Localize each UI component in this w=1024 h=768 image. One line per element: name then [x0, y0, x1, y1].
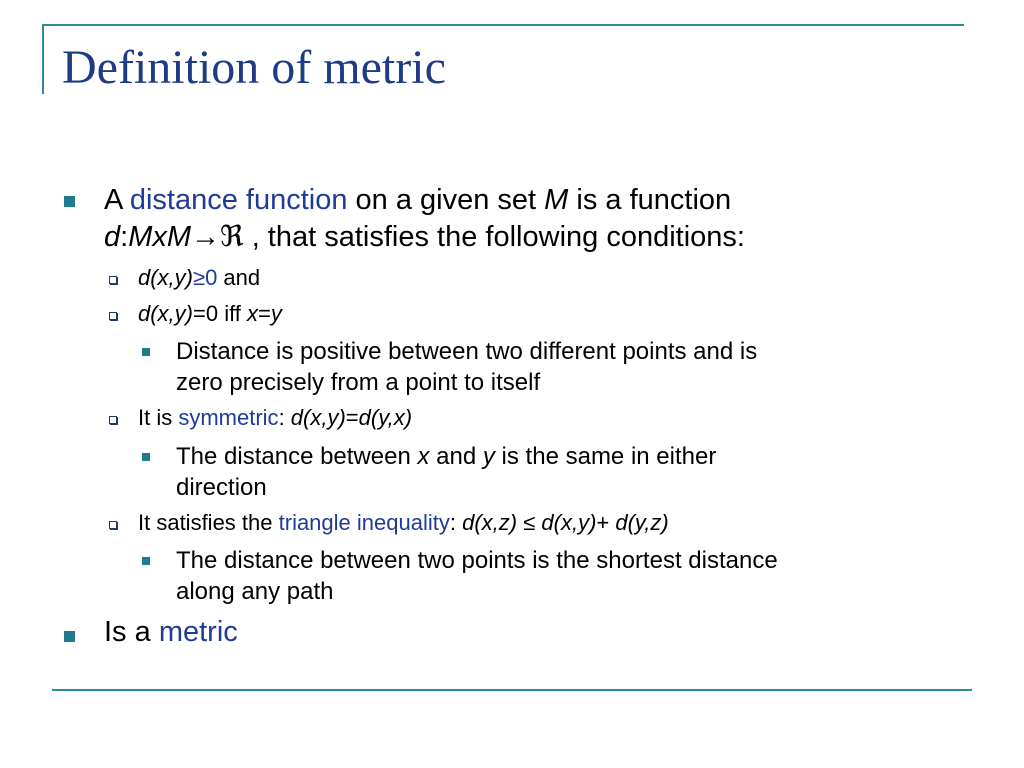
term-distance-function: distance function: [129, 184, 348, 216]
text: d(x,z): [462, 510, 518, 535]
text: is a function: [568, 184, 732, 216]
condition-symmetric: [138, 404, 412, 431]
text: It is: [138, 405, 179, 430]
text: :: [120, 221, 129, 253]
frame-top-line: [42, 24, 964, 26]
condition-triangle-inequality: [138, 509, 669, 536]
text: along any path: [176, 578, 334, 605]
frame-bottom-line: [52, 689, 972, 691]
bullet-square-icon: [64, 631, 75, 642]
text: d(x,y): [138, 301, 193, 326]
text: Is a: [104, 616, 159, 648]
function-symbol: d: [104, 221, 121, 253]
text: is the same in either: [494, 443, 717, 470]
text: direction: [176, 474, 267, 501]
term-symmetric: symmetric: [178, 405, 279, 430]
text: +: [596, 510, 616, 535]
bullet-square-icon: [142, 453, 150, 461]
text: =: [258, 301, 271, 326]
text: d(x,y): [138, 265, 193, 290]
text: =: [345, 405, 359, 430]
hollow-square-icon: [109, 276, 117, 284]
arrow-icon: →: [191, 221, 221, 253]
bullet-square-icon: [64, 196, 75, 207]
condition-identity: [138, 300, 282, 327]
condition-nonnegative: [138, 264, 260, 291]
text: zero precisely from a point to itself: [176, 369, 541, 396]
text: d(y,z): [615, 510, 669, 535]
text: Distance is positive between two different points and is: [176, 338, 758, 365]
text: and: [429, 443, 483, 470]
set-symbol: M: [544, 184, 569, 216]
bullet-square-icon: [142, 348, 150, 356]
hollow-square-icon: [109, 521, 117, 529]
text: d(x,y): [541, 510, 597, 535]
frame-left-line: [42, 24, 44, 94]
text: The distance between: [176, 443, 418, 470]
bullet-square-icon: [142, 557, 150, 565]
text: x: [247, 301, 259, 326]
reals-symbol: ℜ: [220, 219, 244, 253]
text: =0 iff: [193, 301, 248, 326]
text-line: [176, 441, 716, 472]
text: d(x,y): [290, 405, 346, 430]
text: It satisfies the: [138, 510, 279, 535]
text: x: [417, 443, 430, 470]
hollow-square-icon: [109, 416, 117, 424]
condition-triangle-explanation: [176, 545, 778, 607]
text: The distance between two points is the shortest distance: [176, 547, 778, 574]
text: ≥0: [193, 265, 218, 290]
bullet-distance-function-line2: [104, 218, 745, 255]
condition-identity-explanation: [176, 336, 757, 398]
slide-title: Definition of metric: [62, 41, 446, 94]
condition-symmetric-explanation: [176, 441, 716, 503]
domain-symbol: MxM: [128, 221, 192, 253]
term-triangle-inequality: triangle inequality: [278, 510, 450, 535]
term-metric: metric: [158, 616, 238, 648]
text: , that satisfies the following conditions:: [243, 221, 745, 253]
text: and: [217, 265, 261, 290]
text: y: [482, 443, 495, 470]
text: :: [449, 510, 463, 535]
text: A: [104, 184, 130, 216]
hollow-square-icon: [109, 312, 117, 320]
text: ≤: [517, 510, 542, 535]
text: on a given set: [347, 184, 545, 216]
text: d(y,x): [358, 405, 413, 430]
bullet-is-a-metric: [104, 614, 238, 650]
text: :: [278, 405, 291, 430]
bullet-distance-function-line1: [104, 182, 731, 218]
text: y: [270, 301, 282, 326]
